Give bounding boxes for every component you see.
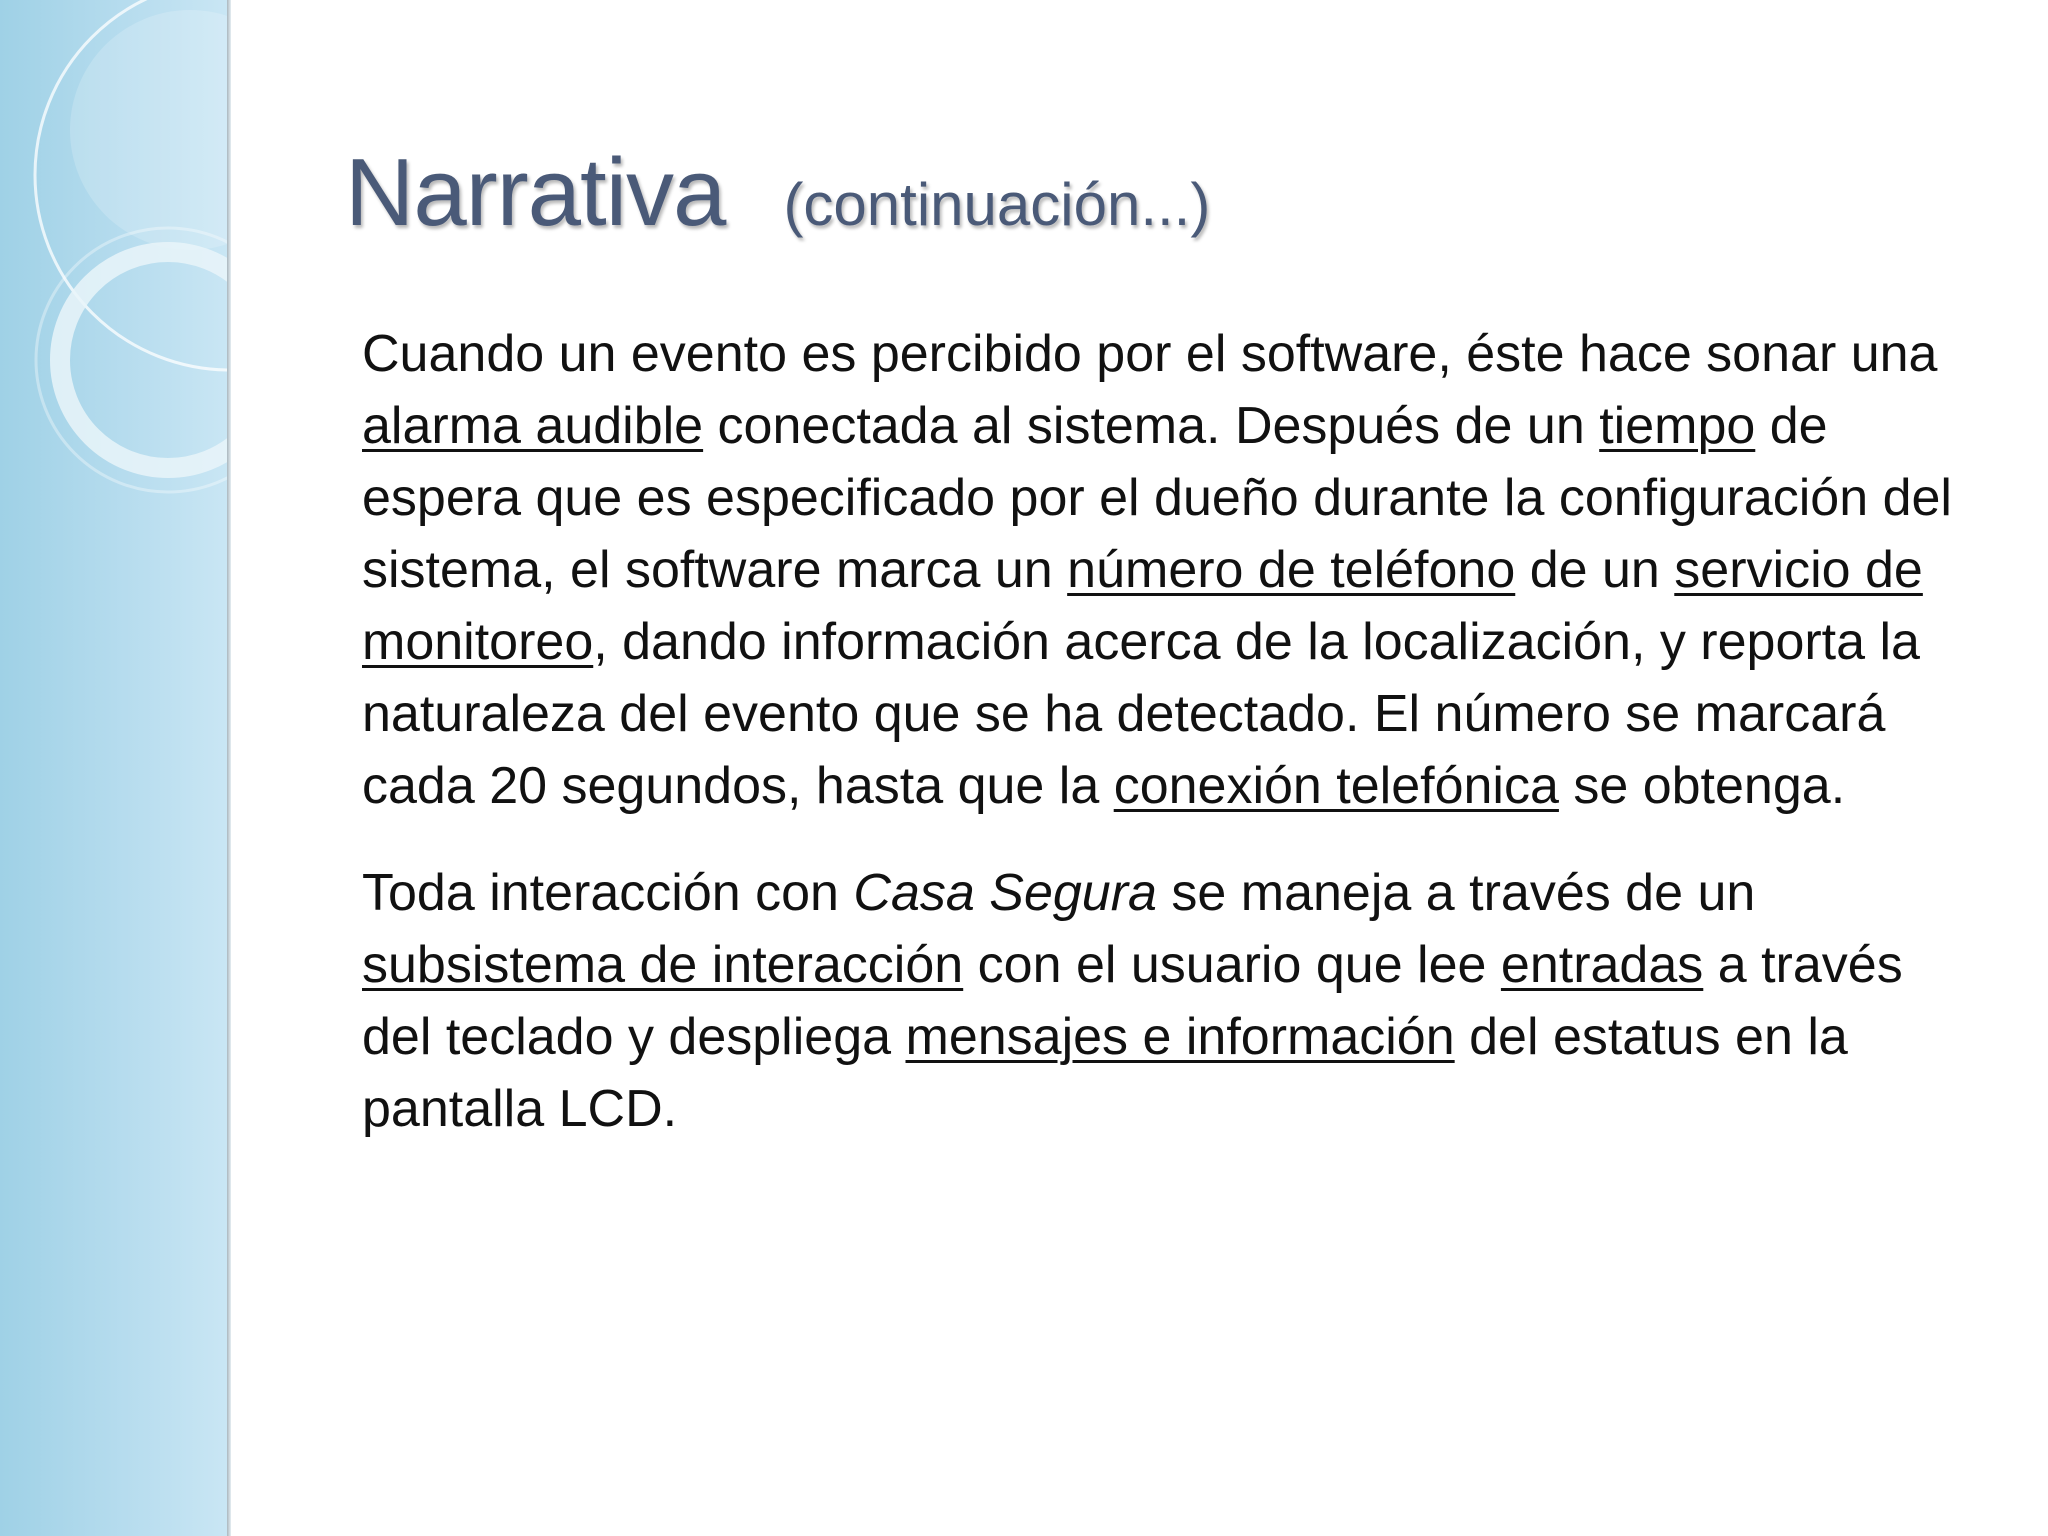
paragraph-text: a través xyxy=(1703,936,1903,994)
slide-body xyxy=(362,327,2002,1154)
underlined-term: número de teléfono xyxy=(1067,541,1516,599)
paragraph-text: del teclado y despliega xyxy=(362,1008,906,1066)
body-paragraph xyxy=(362,471,2002,526)
underlined-term: monitoreo xyxy=(362,613,594,671)
paragraph-text: sistema, el software marca un xyxy=(362,541,1068,599)
body-paragraph xyxy=(362,938,2002,993)
slide-title-main: Narrativa xyxy=(345,139,726,246)
paragraph-text: del estatus en la xyxy=(1454,1008,1848,1066)
paragraph-text: de un xyxy=(1515,541,1675,599)
body-paragraph xyxy=(362,1010,2002,1065)
paragraph-text: pantalla LCD. xyxy=(362,1080,678,1138)
sidebar-divider xyxy=(227,0,231,1536)
decorative-sidebar xyxy=(0,0,227,1536)
underlined-term: mensajes e información xyxy=(905,1008,1455,1066)
slide-title xyxy=(345,138,1210,248)
underlined-term: conexión telefónica xyxy=(1113,757,1559,815)
body-paragraph xyxy=(362,327,2002,382)
body-paragraph xyxy=(362,399,2002,454)
paragraph-text: se maneja a través de un xyxy=(1156,864,1756,922)
body-paragraph xyxy=(362,687,2002,742)
paragraph-text: naturaleza del evento que se ha detectado. El número se marcará xyxy=(362,685,1886,743)
body-paragraph xyxy=(362,759,2002,814)
underlined-term: alarma audible xyxy=(362,397,704,455)
body-paragraph xyxy=(362,866,2002,921)
paragraph-text: cada 20 segundos, hasta que la xyxy=(362,757,1114,815)
paragraph-text: se obtenga. xyxy=(1558,757,1846,815)
slide-title-subtitle: (continuación...) xyxy=(783,171,1211,238)
paragraph-text: con el usuario que lee xyxy=(963,936,1501,994)
paragraph-text: Toda interacción con xyxy=(362,864,854,922)
underlined-term: tiempo xyxy=(1599,397,1756,455)
paragraph-text: Cuando un evento es percibido por el software, éste hace sonar una xyxy=(362,325,1938,383)
underlined-term: subsistema de interacción xyxy=(362,936,964,994)
emphasized-term: Casa Segura xyxy=(853,864,1157,922)
body-paragraph xyxy=(362,543,2002,598)
underlined-term: entradas xyxy=(1500,936,1704,994)
body-paragraph xyxy=(362,615,2002,670)
decorative-circles xyxy=(0,0,227,1536)
paragraph-text: , dando información acerca de la localización, y reporta la xyxy=(593,613,1920,671)
underlined-term: servicio de xyxy=(1674,541,1923,599)
paragraph-text: de xyxy=(1755,397,1828,455)
paragraph-text: conectada al sistema. Después de un xyxy=(703,397,1600,455)
body-paragraph xyxy=(362,1082,2002,1137)
paragraph-text: espera que es especificado por el dueño durante la configuración del xyxy=(362,469,1952,527)
